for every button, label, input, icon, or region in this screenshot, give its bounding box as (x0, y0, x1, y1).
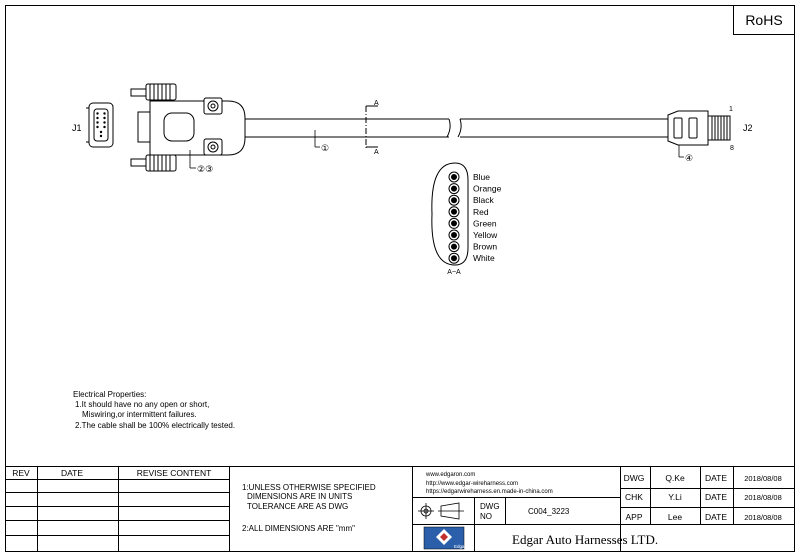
j1-face-view (72, 103, 113, 147)
web-1: www.edgaron.com (426, 472, 476, 478)
drawing-border (6, 6, 795, 552)
callout-cable: ① (321, 143, 330, 153)
section-view-label: A~A (447, 269, 461, 276)
wire-color-label: Yellow (473, 230, 498, 240)
wire-core (451, 232, 457, 238)
wire-color-label: Blue (473, 172, 491, 182)
logo-text: Edgar (454, 544, 467, 549)
j1-label: J1 (72, 123, 82, 133)
approval-role: CHK (625, 492, 643, 502)
approvals-table (624, 473, 782, 522)
pin-1-label: 1 (729, 106, 733, 113)
wire-color-label: Red (473, 206, 489, 217)
section-label-top: A (374, 100, 379, 107)
dwg-no-label-1: DWG (480, 502, 500, 511)
callout-plug: ④ (685, 153, 694, 163)
rj45-plug (668, 111, 730, 145)
rohs-box (734, 6, 795, 35)
note-line-4: 2:ALL DIMENSIONS ARE "mm" (242, 524, 355, 533)
rev-header: REV (12, 468, 30, 478)
approval-date: 2018/08/08 (744, 513, 782, 522)
company-name: Edgar Auto Harnesses LTD. (512, 532, 659, 547)
approval-date: 2018/08/08 (744, 493, 782, 502)
electrical-properties (73, 390, 235, 430)
approval-date: 2018/08/08 (744, 474, 782, 483)
wire-core (451, 209, 457, 215)
section-label-bottom: A (374, 149, 379, 156)
electrical-line-2: Miswiring,or intermittent failures. (82, 410, 197, 419)
wire-color-list (473, 172, 502, 263)
general-notes (242, 483, 376, 533)
approval-role: DWG (623, 473, 645, 483)
wire-core (451, 174, 457, 180)
callout-shell: ②③ (197, 164, 214, 174)
wire-core (451, 186, 457, 192)
wire-core (451, 197, 457, 203)
cable (245, 119, 668, 137)
electrical-line-3: 2.The cable shall be 100% electrically tested. (75, 421, 236, 430)
callout-leaders (190, 130, 684, 168)
db9-connector-side (131, 84, 245, 171)
web-3: https://edgarwireharness.en.made-in-china.com (426, 489, 553, 495)
section-view (432, 163, 468, 276)
electrical-line-1: 1.It should have no any open or short, (75, 400, 210, 409)
section-cut (366, 106, 378, 150)
note-line-1: 1:UNLESS OTHERWISE SPECIFIED (242, 483, 376, 492)
dwg-no-label-2: NO (480, 512, 492, 521)
dwg-no-value: C004_3223 (528, 507, 570, 516)
j2-label: J2 (743, 123, 753, 133)
approval-name: Lee (667, 512, 683, 522)
revise-content-header: REVISE CONTENT (136, 468, 212, 478)
approval-date-label: DATE (704, 492, 728, 502)
wire-core (451, 255, 457, 261)
wire-core (451, 220, 457, 226)
company-logo (424, 527, 467, 549)
wire-color-label: Orange (473, 183, 502, 194)
wire-color-label: Green (473, 218, 497, 229)
wire-color-label: Black (473, 195, 494, 206)
rohs-label: RoHS (745, 12, 783, 28)
date-header: DATE (60, 468, 84, 478)
approval-date-label: DATE (704, 473, 728, 483)
wire-color-label: Brown (473, 241, 498, 252)
approval-name: Y.Li (668, 492, 682, 502)
note-line-3: TOLERANCE ARE AS DWG (247, 502, 349, 511)
projection-symbol-icon (418, 503, 464, 519)
pin-8-label: 8 (730, 145, 734, 152)
approval-role: APP (625, 512, 643, 522)
wire-color-label: White (473, 253, 495, 264)
note-line-2: DIMENSIONS ARE IN UNITS (247, 492, 353, 501)
company-web (425, 472, 553, 495)
web-2: http://www.edgar-wireharness.com (426, 481, 519, 487)
approval-name: Q.Ke (665, 473, 685, 483)
approval-date-label: DATE (704, 512, 728, 522)
wire-core (451, 244, 457, 250)
electrical-heading: Electrical Properties: (73, 390, 147, 399)
